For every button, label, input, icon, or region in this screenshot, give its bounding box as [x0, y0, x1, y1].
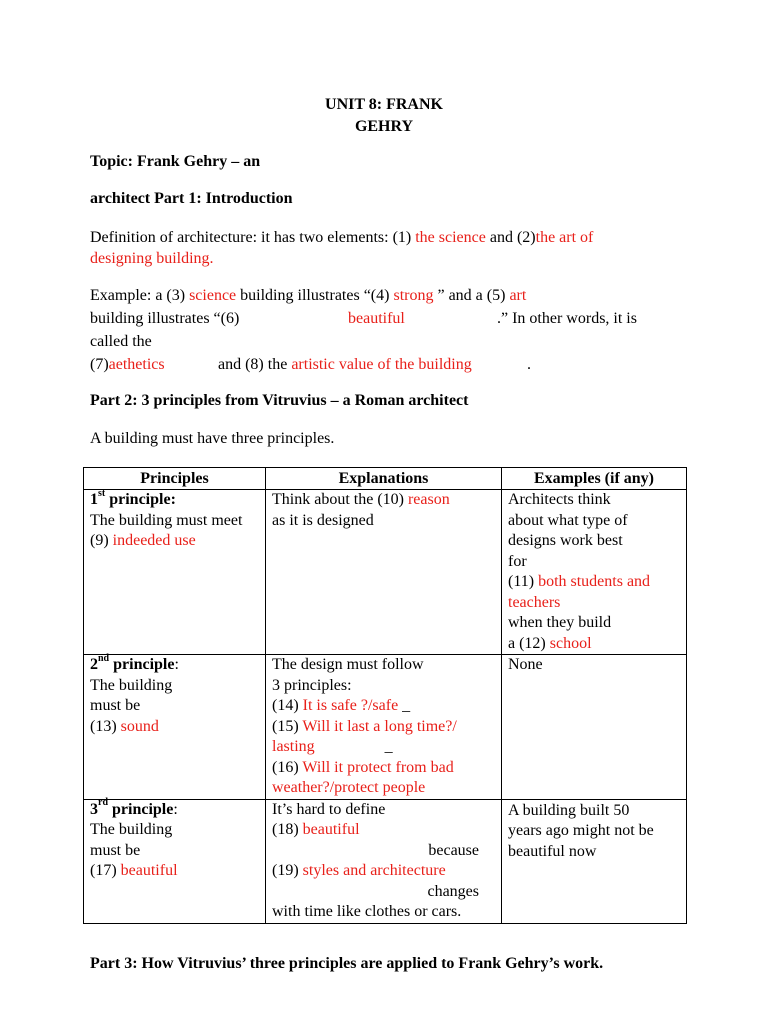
explanation-text	[272, 717, 495, 738]
blank-underscore: _	[398, 697, 411, 714]
principle-text: The building	[90, 821, 173, 838]
answer-13: sound	[120, 717, 159, 735]
part2-intro: A building must have three principles.	[90, 430, 335, 447]
example-text: ” and a (5)	[433, 287, 510, 304]
example-text: designs work best	[508, 532, 623, 549]
unit-title-line2: GEHRY	[354, 118, 414, 135]
principle-text	[90, 861, 259, 882]
explanation-text: as it is designed	[272, 511, 374, 529]
principle-colon: :	[173, 800, 178, 818]
example-line4-right	[218, 354, 472, 376]
answer-15-continued: lasting	[272, 738, 315, 755]
principle-text	[90, 531, 259, 552]
example-text: for	[508, 552, 527, 570]
example-text	[508, 634, 680, 655]
principle-word: principle:	[105, 491, 176, 508]
example-text	[508, 572, 680, 593]
topic-line2: architect Part 1: Introduction	[90, 190, 293, 207]
answer-12: school	[549, 634, 592, 652]
answer-2-continued: designing building.	[90, 250, 214, 267]
example-end-period: .	[527, 356, 531, 373]
example-text: and (8) the	[218, 356, 292, 373]
explanation-text	[272, 758, 495, 779]
answer-7: aethetics	[108, 356, 165, 373]
example-text: building illustrates “(4)	[236, 287, 394, 304]
example-text: None	[508, 656, 543, 673]
header-explanations: Explanations	[266, 468, 502, 490]
answer-5: art	[509, 287, 527, 304]
answer-9: indeeded use	[112, 532, 196, 549]
answer-11: both students and	[538, 573, 651, 590]
principle-cell	[84, 799, 266, 923]
answer-16: Will it protect from bad	[302, 758, 454, 776]
principle-number: 2	[90, 656, 98, 673]
principle-label	[90, 487, 259, 511]
explanation-text	[272, 696, 495, 717]
example-text: when they build	[508, 614, 612, 631]
ordinal-suffix: nd	[98, 652, 110, 664]
explanation-text: changes	[427, 882, 479, 900]
explanation-text	[272, 820, 495, 841]
ordinal-suffix: rd	[98, 797, 108, 809]
example-line3: called the	[90, 333, 152, 350]
principle-number: 1	[90, 491, 98, 508]
example-text: A building built 50	[508, 801, 630, 819]
answer-10: reason	[407, 491, 450, 508]
explanation-cell	[266, 799, 502, 923]
principle-colon: :	[174, 656, 179, 673]
example-line1	[90, 285, 526, 307]
example-text: Architects think	[508, 491, 611, 508]
answer-3: science	[189, 287, 237, 304]
table-row	[84, 799, 687, 923]
explanation-text: because	[428, 841, 479, 859]
answer-15: Will it last a long time?/	[302, 717, 457, 735]
principle-number: 3	[90, 800, 98, 818]
principle-word: principle	[109, 656, 175, 673]
principle-label	[90, 797, 259, 821]
blank-number: (14)	[272, 697, 303, 714]
answer-6: beautiful	[348, 310, 405, 327]
example-text: beautiful now	[508, 842, 597, 860]
table-row	[84, 655, 687, 800]
principle-text: must be	[90, 841, 141, 859]
explanation-text: It’s hard to define	[272, 800, 386, 818]
example-line4-left	[90, 354, 165, 376]
principle-text: must be	[90, 697, 141, 714]
blank-number: (19)	[272, 862, 303, 879]
blank-number: a (12)	[508, 634, 550, 652]
example-line2-left: building illustrates “(6)	[90, 310, 240, 327]
blank-number: (11)	[508, 573, 539, 590]
topic-line1: Topic: Frank Gehry – an	[90, 153, 261, 170]
principle-text: The building must meet	[90, 511, 243, 529]
example-line2-right: .” In other words, it is	[497, 310, 637, 327]
blank-number: (15)	[272, 717, 303, 735]
principle-cell	[84, 652, 266, 800]
ordinal-suffix: st	[98, 487, 106, 499]
explanation-text	[272, 861, 495, 882]
example-cell	[502, 490, 687, 655]
explanation-text-part: Think about the (10)	[272, 491, 408, 508]
principle-text	[90, 717, 259, 738]
example-cell	[502, 655, 687, 800]
principle-cell	[84, 487, 266, 655]
example-text: Example: a (3)	[90, 287, 190, 304]
header-examples: Examples (if any)	[502, 468, 687, 490]
definition-prefix: Definition of architecture: it has two elements: (1)	[90, 229, 416, 246]
blank-number: (13)	[90, 717, 121, 735]
header-principles: Principles	[84, 468, 266, 490]
answer-1: the science	[415, 229, 486, 246]
answer-17: beautiful	[120, 862, 178, 879]
part3-heading: Part 3: How Vitruvius’ three principles are applied to Frank Gehry’s work.	[90, 955, 604, 972]
explanation-text: 3 principles:	[272, 676, 352, 694]
table-row	[84, 490, 687, 655]
definition-mid: and (2)	[485, 229, 536, 246]
answer-18: beautiful	[302, 821, 360, 838]
explanation-text	[272, 737, 495, 758]
blank-number: (18)	[272, 821, 303, 838]
blank-number: (9)	[90, 532, 113, 549]
principle-word: principle	[108, 800, 174, 818]
answer-4: strong	[393, 287, 434, 304]
answer-14: It is safe ?/safe	[302, 697, 399, 714]
principle-text: The building	[90, 676, 173, 694]
example-text: about what type of	[508, 511, 628, 529]
principles-table	[83, 467, 687, 924]
answer-2: the art of	[535, 229, 594, 246]
answer-19: styles and architecture	[302, 862, 446, 879]
answer-8: artistic value of the building	[291, 356, 472, 373]
explanation-cell	[266, 655, 502, 800]
explanation-text: The design must follow	[272, 656, 424, 673]
blank-underscore: _	[384, 738, 393, 755]
blank-number: (17)	[90, 862, 121, 879]
example-cell	[502, 799, 687, 923]
example-text: years ago might not be	[508, 822, 654, 839]
table-header-row	[84, 468, 687, 490]
definition-line1	[90, 227, 593, 249]
explanation-cell	[266, 490, 502, 655]
answer-16-continued: weather?/protect people	[272, 779, 426, 796]
example-text: (7)	[90, 356, 109, 373]
answer-11-continued: teachers	[508, 593, 561, 611]
principle-label	[90, 652, 259, 676]
explanation-text: with time like clothes or cars.	[272, 903, 462, 920]
unit-title-line1: UNIT 8: FRANK	[325, 96, 443, 113]
explanation-text	[272, 490, 495, 511]
part2-heading: Part 2: 3 principles from Vitruvius – a Roman architect	[90, 392, 469, 409]
blank-number: (16)	[272, 758, 303, 776]
